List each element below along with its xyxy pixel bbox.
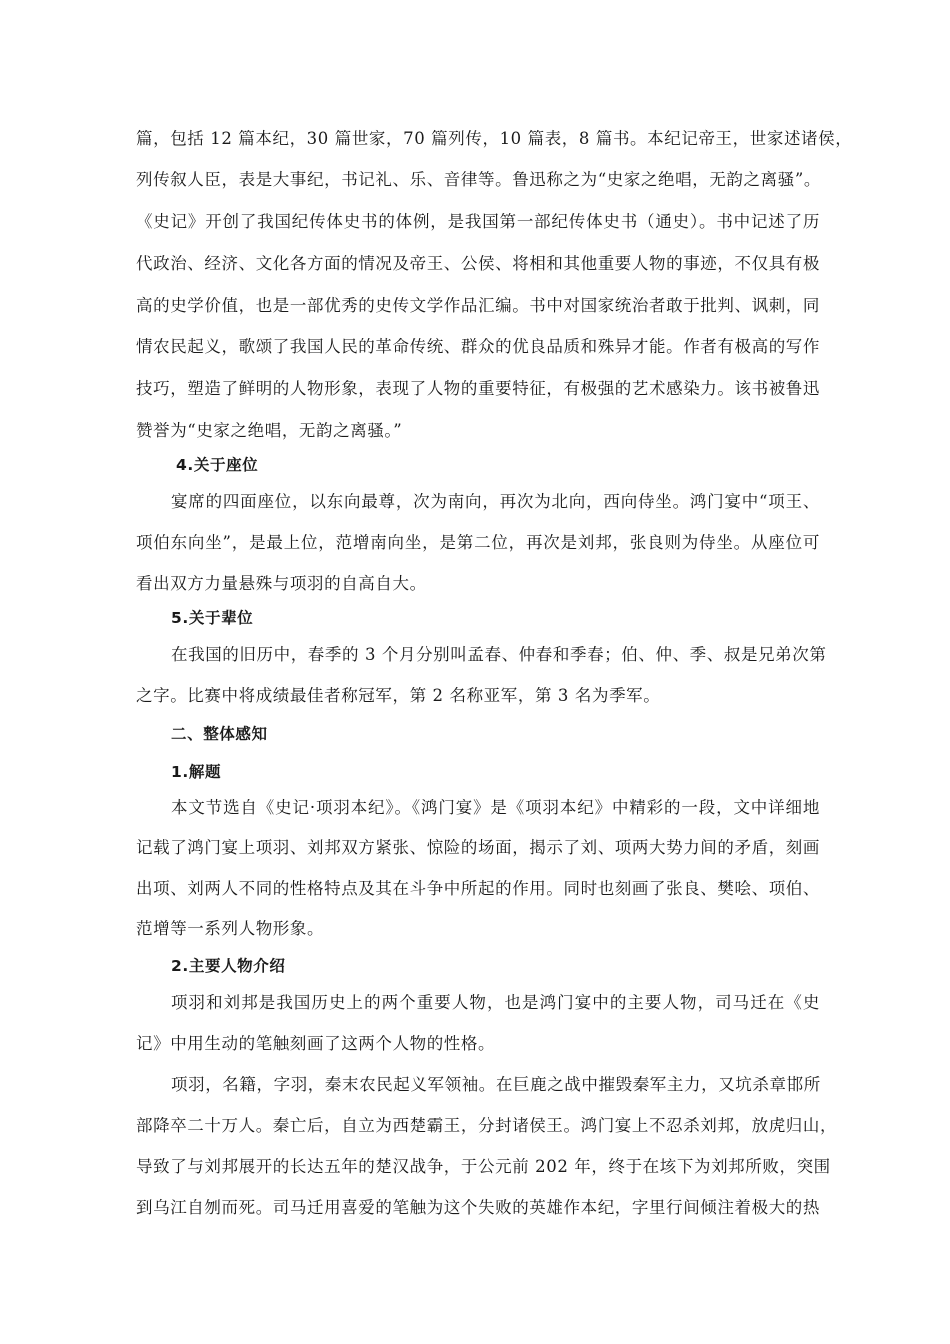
paragraph-line: 记》中用生动的笔触刻画了这两个人物的性格。 [136,1034,496,1053]
section-heading-overall: 二、整体感知 [171,725,268,743]
paragraph-line: 看出双方力量悬殊与项羽的自高自大。 [136,574,427,593]
paragraph-line: 列传叙人臣，表是大事纪，书记礼、乐、音律等。鲁迅称之为“史家之绝唱，无韵之离骚”。 [136,170,821,189]
paragraph-line: 出项、刘两人不同的性格特点及其在斗争中所起的作用。同时也刻画了张良、樊哙、项伯、 [136,879,820,898]
paragraph-line: 赞誉为“史家之绝唱，无韵之离骚。” [136,421,403,440]
paragraph-line: 在我国的旧历中，春季的 3 个月分别叫孟春、仲春和季春；伯、仲、季、叔是兄弟次第 [171,645,827,664]
paragraph-line: 部降卒二十万人。秦亡后，自立为西楚霸王，分封诸侯王。鸿门宴上不忍杀刘邦，放虎归山， [136,1116,838,1135]
section-heading-topic: 1.解题 [171,763,222,781]
section-heading-seating: 4.关于座位 [176,456,259,474]
paragraph-line: 到乌江自刎而死。司马迁用喜爱的笔触为这个失败的英雄作本纪，字里行间倾注着极大的热 [136,1198,820,1217]
paragraph-line: 项羽和刘邦是我国历史上的两个重要人物，也是鸿门宴中的主要人物，司马迁在《史 [171,993,820,1012]
section-heading-characters: 2.主要人物介绍 [171,957,286,975]
paragraph-line: 导致了与刘邦展开的长达五年的楚汉战争，于公元前 202 年，终于在垓下为刘邦所败，突围 [136,1157,831,1176]
paragraph-line: 技巧，塑造了鲜明的人物形象，表现了人物的重要特征，有极强的艺术感染力。该书被鲁迅 [136,379,820,398]
paragraph-line: 项伯东向坐”，是最上位，范增南向坐，是第二位，再次是刘邦，张良则为侍坐。从座位可 [136,533,820,552]
paragraph-line: 情农民起义，歌颂了我国人民的革命传统、群众的优良品质和殊异才能。作者有极高的写作 [136,337,820,356]
paragraph-line: 代政治、经济、文化各方面的情况及帝王、公侯、将相和其他重要人物的事迹，不仅具有极 [136,254,820,273]
section-heading-rank: 5.关于辈位 [171,609,254,627]
paragraph-line: 《史记》开创了我国纪传体史书的体例，是我国第一部纪传体史书（通史）。书中记述了历 [136,212,820,231]
paragraph-line: 之字。比赛中将成绩最佳者称冠军，第 2 名称亚军，第 3 名为季军。 [136,686,661,705]
paragraph-line: 篇，包括 12 篇本纪，30 篇世家，70 篇列传，10 篇表，8 篇书。本纪记帝王，世家述诸侯， [136,129,853,148]
paragraph-line: 范增等一系列人物形象。 [136,919,325,938]
paragraph-line: 记载了鸿门宴上项羽、刘邦双方紧张、惊险的场面，揭示了刘、项两大势力间的矛盾，刻画 [136,838,820,857]
paragraph-line: 本文节选自《史记·项羽本纪》。《鸿门宴》是《项羽本纪》中精彩的一段，文中详细地 [171,798,820,817]
paragraph-line: 项羽，名籍，字羽，秦末农民起义军领袖。在巨鹿之战中摧毁秦军主力，又坑杀章邯所 [171,1075,821,1094]
paragraph-line: 宴席的四面座位，以东向最尊，次为南向，再次为北向，西向侍坐。鸿门宴中“项王、 [171,492,820,511]
paragraph-line: 高的史学价值，也是一部优秀的史传文学作品汇编。书中对国家统治者敢于批判、讽刺，同 [136,296,820,315]
